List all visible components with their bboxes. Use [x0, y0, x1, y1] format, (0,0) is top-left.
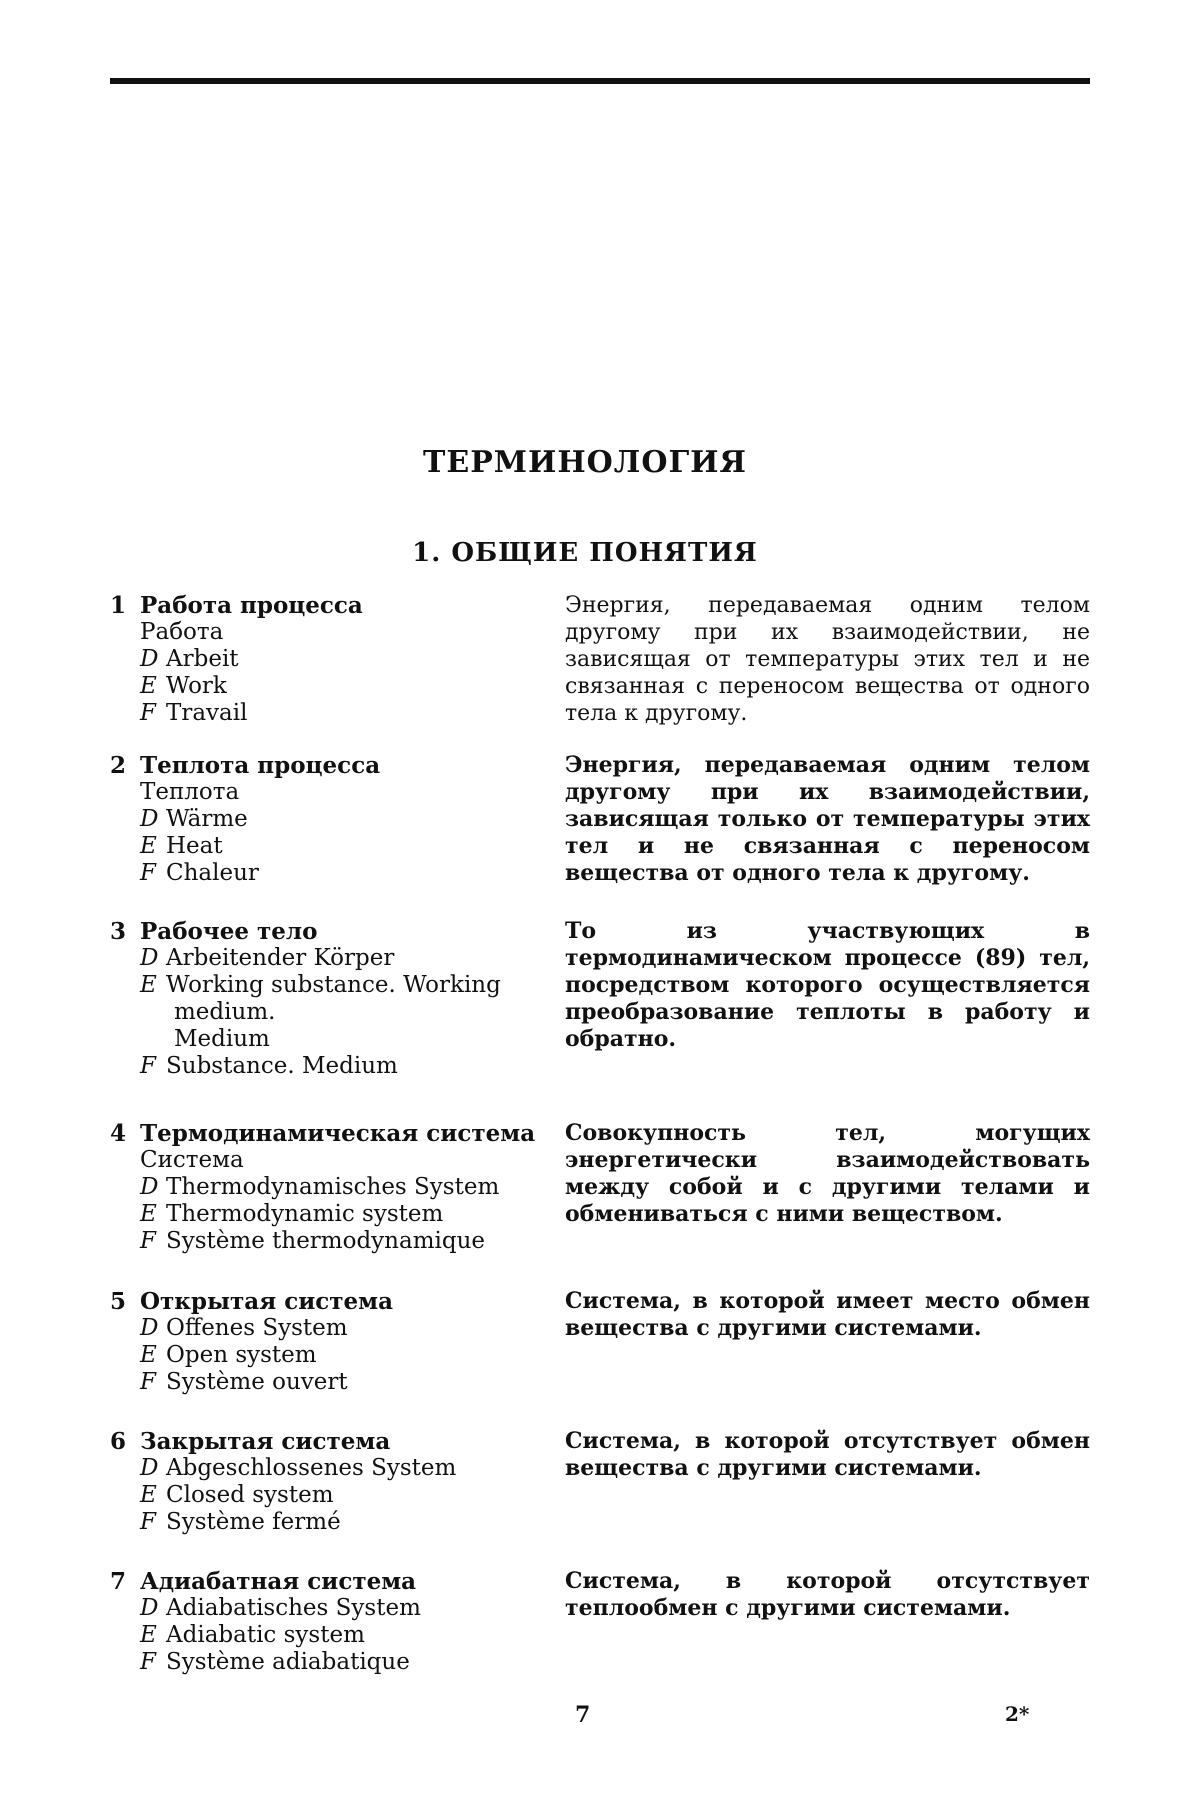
- definition-column: [565, 1428, 1090, 1482]
- signature-mark: 2*: [1005, 1702, 1030, 1726]
- definition-column: [565, 918, 1090, 1053]
- translation-line: [140, 1201, 560, 1228]
- term-number: 2: [110, 752, 127, 779]
- translation-text: Abgeschlossenes System: [166, 1455, 457, 1481]
- language-code: D: [140, 1595, 159, 1621]
- page-number: 7: [575, 1702, 591, 1728]
- translation-text: Système ouvert: [166, 1369, 348, 1395]
- term-number: 7: [110, 1568, 127, 1595]
- definition-column: [565, 1288, 1090, 1342]
- translation-text: Travail: [166, 700, 248, 726]
- translation-line: [140, 1228, 560, 1255]
- term-number: 1: [110, 592, 127, 619]
- language-code: D: [140, 1174, 159, 1200]
- section-title: 1. ОБЩИЕ ПОНЯТИЯ: [412, 538, 758, 568]
- term-title: Адиабатная система: [140, 1568, 417, 1595]
- translation-text: Système fermé: [166, 1509, 341, 1535]
- language-code: D: [140, 1315, 159, 1341]
- translation-text: Substance. Medium: [166, 1053, 398, 1079]
- translation-line: [140, 1595, 560, 1622]
- translation-text: Chaleur: [166, 860, 259, 886]
- term-definition: То из участвующих в термодинамическом процессе (89) тел, посредством которого осуществляется преобразование теплоты в работу и обратно.: [565, 918, 1090, 1052]
- translation-text: Working substance. Working: [166, 972, 501, 998]
- term-definition: Система, в которой имеет место обмен вещества с другими системами.: [565, 1288, 1090, 1341]
- translation-line: [140, 1369, 560, 1396]
- language-code: E: [140, 833, 157, 859]
- translation-text: Adiabatic system: [166, 1622, 365, 1648]
- language-code: E: [140, 1201, 157, 1227]
- translation-continuation: medium.: [174, 999, 276, 1025]
- translation-text: Adiabatisches System: [166, 1595, 421, 1621]
- term-title: Работа процесса: [140, 592, 363, 619]
- translation-line: [140, 972, 560, 999]
- translation-text: Système thermodynamique: [166, 1228, 486, 1254]
- language-code: E: [140, 673, 157, 699]
- translation-line: [140, 833, 560, 860]
- term-title: Закрытая система: [140, 1428, 391, 1455]
- translation-text: Offenes System: [166, 1315, 348, 1341]
- translation-line: [140, 1455, 560, 1482]
- translation-line: [140, 1482, 560, 1509]
- term-title: Термодинамическая система: [140, 1120, 536, 1147]
- language-code: E: [140, 1482, 157, 1508]
- translation-text: Work: [166, 673, 227, 699]
- language-code: F: [140, 860, 156, 886]
- term-title: Открытая система: [140, 1288, 394, 1315]
- translation-line: [140, 1342, 560, 1369]
- translation-text: Closed system: [166, 1482, 334, 1508]
- language-code: F: [140, 1053, 156, 1079]
- language-code: E: [140, 972, 157, 998]
- term-title: Теплота процесса: [140, 752, 381, 779]
- translation-line: [140, 646, 560, 673]
- language-code: D: [140, 806, 159, 832]
- definition-column: [565, 1120, 1090, 1228]
- language-code: F: [140, 1649, 156, 1675]
- language-code: D: [140, 1455, 159, 1481]
- term-definition: Совокупность тел, могущих энергетически взаимодействовать между собой и с другими телами и обмениваться с ними веществом.: [565, 1120, 1090, 1227]
- translation-continuation: Medium: [174, 1026, 270, 1052]
- language-code: F: [140, 1228, 156, 1254]
- language-code: F: [140, 1369, 156, 1395]
- translation-line: [140, 945, 560, 972]
- language-code: E: [140, 1342, 157, 1368]
- term-synonym: Теплота: [140, 779, 240, 805]
- term-definition: Энергия, передаваемая одним телом другому при их взаимодействии, зависящая только от температуры этих тел и не связанная с переносом вещества от одного тела к другому.: [565, 752, 1090, 886]
- term-number: 3: [110, 918, 127, 945]
- translation-line: [140, 1622, 560, 1649]
- definition-column: [565, 752, 1090, 887]
- language-code: F: [140, 1509, 156, 1535]
- language-code: D: [140, 646, 159, 672]
- translation-text: Wärme: [166, 806, 248, 832]
- translation-line: [140, 860, 560, 887]
- translation-text: Thermodynamic system: [166, 1201, 444, 1227]
- term-definition: Энергия, передаваемая одним телом другому при их взаимодействии, не зависящая от температуры этих тел и не связанная с переносом вещества от одного тела к другому.: [565, 593, 1090, 726]
- term-number: 5: [110, 1288, 127, 1315]
- translation-line: [140, 673, 560, 700]
- translation-line: [140, 806, 560, 833]
- translation-line: [140, 1053, 560, 1080]
- translation-line: [140, 1649, 560, 1676]
- translation-line: [140, 1174, 560, 1201]
- translation-line: [140, 1509, 560, 1536]
- term-title: Рабочее тело: [140, 918, 318, 945]
- term-definition: Система, в которой отсутствует обмен вещества с другими системами.: [565, 1428, 1090, 1481]
- top-rule: [110, 78, 1090, 84]
- definition-column: [565, 1568, 1090, 1622]
- language-code: F: [140, 700, 156, 726]
- term-synonym: Работа: [140, 619, 224, 645]
- term-number: 4: [110, 1120, 127, 1147]
- translation-line: [140, 700, 560, 727]
- language-code: E: [140, 1622, 157, 1648]
- definition-column: [565, 592, 1090, 727]
- document-title: ТЕРМИНОЛОГИЯ: [423, 445, 747, 480]
- translation-text: Open system: [166, 1342, 317, 1368]
- translation-text: Arbeit: [166, 646, 239, 672]
- translation-text: Thermodynamisches System: [166, 1174, 500, 1200]
- term-number: 6: [110, 1428, 127, 1455]
- term-synonym: Система: [140, 1147, 244, 1173]
- language-code: D: [140, 945, 159, 971]
- translation-text: Heat: [166, 833, 223, 859]
- translation-line: [140, 1315, 560, 1342]
- translation-text: Arbeitender Körper: [166, 945, 395, 971]
- translation-text: Système adiabatique: [166, 1649, 410, 1675]
- term-definition: Система, в которой отсутствует теплообмен с другими системами.: [565, 1568, 1090, 1621]
